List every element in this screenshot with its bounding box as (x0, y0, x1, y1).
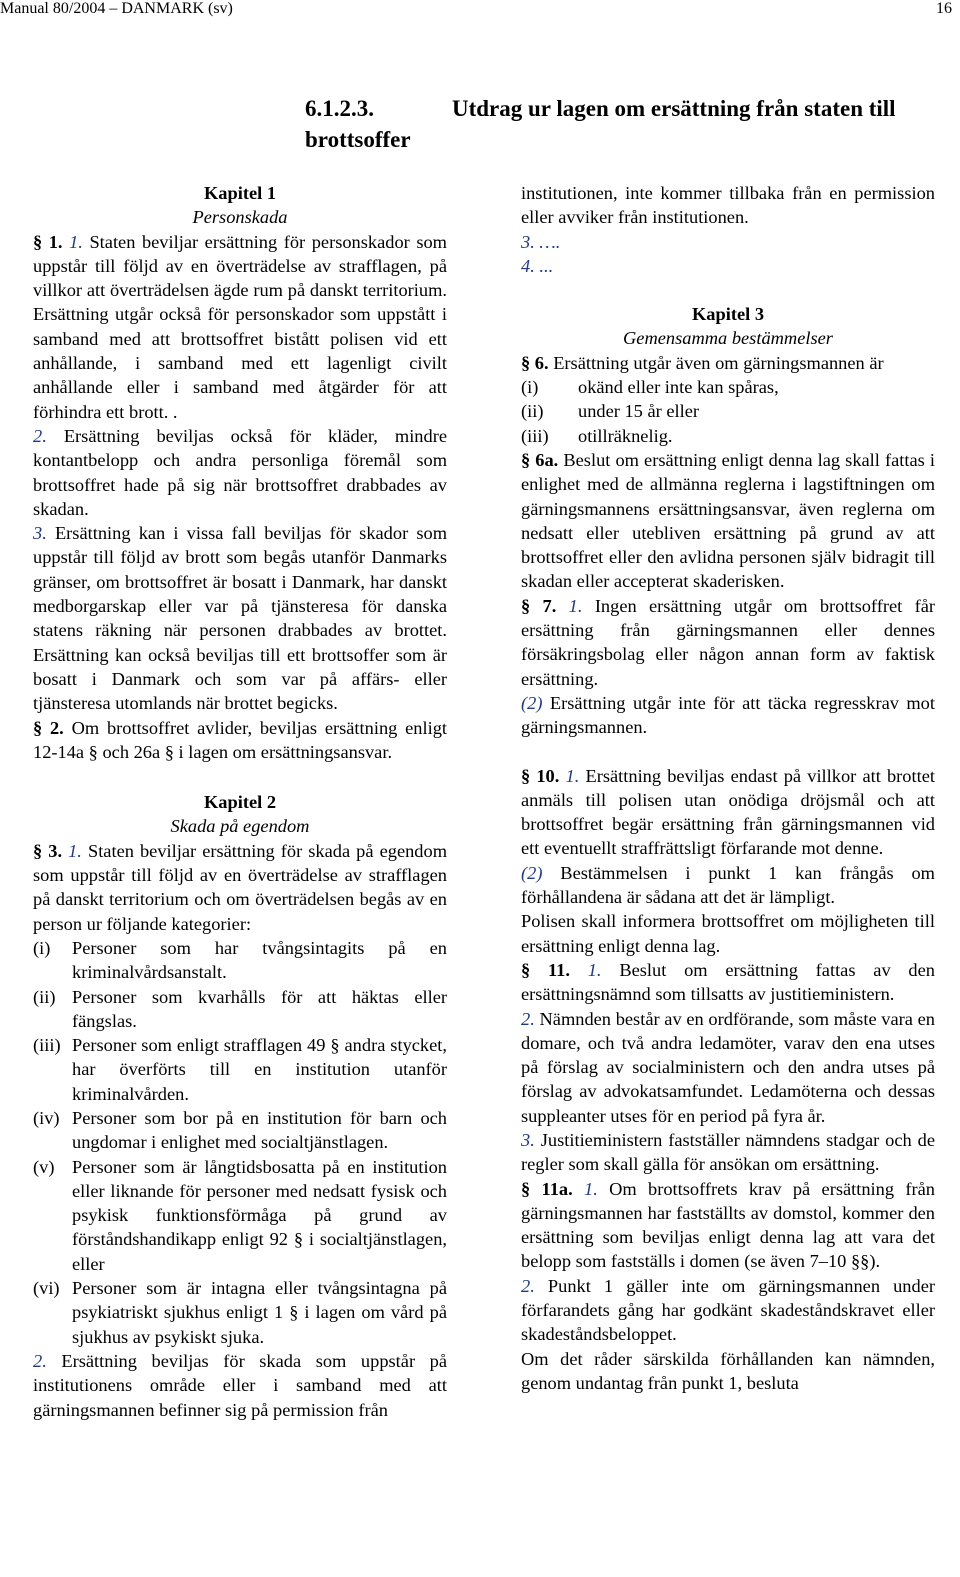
section-mark: § 10. (521, 765, 560, 786)
paragraph-text: Nämnden består av en ordförande, som måste vara en domare, och två andra ledamöter, varav den ena utses på förslag av socialministern och den andra utses på förslag av advokatsamfundet. Ledamöterna och dessas suppleanter utses för en period på fyra år. (521, 1008, 935, 1126)
paragraph-number: 1. (568, 595, 583, 616)
list-item (33, 985, 447, 1034)
paragraph-11a-3: Om det råder särskilda förhållanden kan nämnden, genom undantag från punkt 1, besluta (521, 1348, 935, 1393)
paragraph-text: Ersättning beviljas endast på villkor att brottet anmäls till polisen utan onödiga dröjsmål och att brottsoffret begär ersättning från gärningsmannen vid ett eventuellt straffrättsligt förfarande mot denne. (521, 765, 935, 859)
paragraph-3-3: 3. …. (521, 231, 561, 252)
chapter-2-title: Kapitel 2 (203, 792, 277, 813)
paragraph-11-2 (521, 1007, 935, 1128)
list-item (33, 1033, 447, 1106)
list-item-label: (vi) (33, 1278, 60, 1299)
chapter-3-title: Kapitel 3 (691, 304, 765, 325)
list-item (33, 1276, 447, 1349)
paragraph-3-2 (33, 1349, 447, 1422)
paragraph-3-1 (33, 839, 447, 936)
paragraph-number: 3. (521, 1129, 535, 1150)
right-column (521, 181, 935, 1395)
paragraph-text: Om brottsoffrets krav på ersättning från gärningsmannen har fastställts av domstol, kommer den ersättning som beviljas enligt denna lag att vara det belopp som fastställs i domen (se även 7–10 §§). (521, 1178, 935, 1272)
section-mark: § 7. (521, 595, 557, 616)
paragraph-text: Punkt 1 gäller inte om gärningsmannen under förfarandets gång har godkänt skadeståndskravet eller skadeståndsbeloppet. (521, 1275, 935, 1345)
list-item-label: (i) (521, 377, 539, 398)
list-item (33, 1155, 447, 1276)
paragraph-11a-1 (521, 1177, 935, 1274)
page-header (0, 0, 960, 22)
paragraph-1-1 (33, 230, 447, 424)
chapter-1-title: Kapitel 1 (203, 183, 277, 203)
paragraph-11-3 (521, 1128, 935, 1177)
list-item (521, 399, 935, 423)
list-item-label: (iii) (33, 1035, 61, 1056)
paragraph-1-3 (33, 521, 447, 715)
paragraph-number: 1. (565, 765, 580, 786)
section-mark: § 11a. (521, 1178, 573, 1199)
paragraph-10-2 (521, 861, 935, 910)
paragraph-number: 2. (33, 425, 47, 446)
list-item-text: Personer som är intagna eller tvångsintagna på psykiatriskt sjukhus enligt 1 § i lagen om vård på sjukhus av psykiskt sjuka. (72, 1278, 447, 1347)
section-mark: § 6a. (521, 449, 559, 470)
paragraph-text: Justitieministern fastställer nämndens stadgar och de regler som skall gälla för ansökan om ersättning. (521, 1129, 936, 1175)
list-item (521, 424, 935, 448)
section-mark: § 6. (521, 352, 549, 373)
list-item (33, 1106, 447, 1155)
paragraph-text: Ersättning utgår inte för att täcka regresskrav mot gärningsmannen. (521, 692, 935, 738)
section-title: Utdrag ur lagen om ersättning från staten till (452, 96, 896, 121)
list-item-label: (ii) (521, 401, 544, 422)
chapter-1-subtitle: Personskada (192, 207, 288, 228)
paragraph-text: Ersättning kan i vissa fall beviljas för skador som uppstår till följd av brott som begås utanför Danmarks gränser, om brottsoffret är bosatt i Danmark, har danskt medborgarskap eller var på tjänsteresa för danska statens räkning när personen drabbades av brottet. Ersättning kan också beviljas till ett brottsoffer som är bosatt i Danmark och som var på affärs- eller tjänsteresa utomlands när brottet begicks. (33, 523, 447, 714)
paragraph-2 (33, 716, 447, 765)
list-item-text: Personer som kvarhålls för att häktas eller fängslas. (72, 986, 447, 1031)
section-mark: § 2. (33, 717, 64, 738)
list-item-text: okänd eller inte kan spåras, (578, 377, 779, 398)
list-item (521, 375, 935, 399)
paragraph-7-2 (521, 691, 935, 740)
paragraph-3-4: 4. ... (521, 255, 554, 276)
list-item-text: Personer som är långtidsbosatta på en institution eller liknande för personer med nedsatt fysisk och psykisk funktionsförmåga på grund av förståndshandikapp enligt 92 § i socialtjänstlagen, eller (72, 1156, 447, 1274)
section-number: 6.1.2.3. (305, 96, 374, 121)
paragraph-1-2 (33, 424, 447, 521)
section-title-continued: brottsoffer (305, 127, 411, 152)
paragraph-10-3: Polisen skall informera brottsoffret om möjligheten till ersättning enligt denna lag. (521, 911, 935, 956)
page-number: 16 (936, 0, 952, 17)
list-item-text: Personer som bor på en institution för barn och ungdomar i enlighet med socialtjänstlagen. (72, 1107, 447, 1153)
paragraph-text: Staten beviljar ersättning för personskador som uppstår till följd av en överträdelse av strafflagen, på villkor att överträdelsen ägde rum på danskt territorium. Ersättning utgår också för personskador som uppstått i samband med att brottsoffret bistått polisen vid ett anhållande, i samband med ett lagenligt civilt anhållande eller i samband med åtgärder för att förhindra ett brott. . (33, 231, 447, 422)
paragraph-11a-2 (521, 1274, 935, 1347)
section-mark: § 1. (33, 231, 63, 252)
paragraph-text: Beslut om ersättning fattas av den ersättningsnämnd som tillsatts av justitieministern. (521, 959, 935, 1005)
paragraph-number: 2. (521, 1275, 535, 1296)
paragraph-6a (521, 448, 935, 594)
paragraph-text: Ersättning beviljas för skada som uppstår på institutionens område eller i samband med att gärningsmannen befinner sig på permission från (33, 1350, 447, 1420)
list-item-label: (ii) (33, 986, 56, 1007)
section-mark: § 3. (33, 840, 63, 861)
list-item-text: Personer som har tvångsintagits på en kriminalvårdsanstalt. (72, 937, 447, 983)
paragraph-6 (521, 351, 935, 375)
chapter-2-subtitle: Skada på egendom (170, 816, 310, 837)
list-item-text: otillräknelig. (578, 425, 673, 446)
paragraph-number: 1. (587, 959, 602, 980)
paragraph-text: Ersättning beviljas också för kläder, mindre kontantbelopp och andra personliga föremål som brottsoffret hade på sig när brottsoffret drabbades av skadan. (33, 425, 447, 519)
list-item-text: Personer som enligt strafflagen 49 § andra stycket, har överförts till en institution utanför kriminalvården. (72, 1035, 447, 1104)
paragraph-text: Bestämmelsen i punkt 1 kan frångås om förhållandena är sådana att det är lämpligt. (521, 862, 935, 908)
paragraph-number: 1. (68, 840, 82, 861)
list-item-text: under 15 år eller (578, 401, 700, 422)
header-manual-title: Manual 80/2004 – DANMARK (sv) (0, 0, 233, 17)
list-item-label: (iv) (33, 1107, 60, 1128)
paragraph-number: 1. (584, 1178, 598, 1199)
paragraph-11-1 (521, 958, 935, 1007)
list-item-label: (iii) (521, 425, 549, 446)
paragraph-number: 3. (33, 523, 47, 544)
list-item-label: (v) (33, 1156, 55, 1177)
paragraph-continued: institutionen, inte kommer tillbaka från en permission eller avviker från institutionen. (521, 183, 935, 228)
paragraph-number: (2) (521, 692, 543, 713)
section-mark: § 11. (521, 959, 570, 980)
paragraph-number: 2. (521, 1008, 535, 1029)
paragraph-7-1 (521, 594, 935, 691)
list-item-label: (i) (33, 937, 51, 958)
paragraph-number: 1. (69, 231, 83, 252)
paragraph-text: Beslut om ersättning enligt denna lag skall fattas i enlighet med de allmänna reglerna i lagstiftningen om gärningsmannens ersättningsansvar, även reglerna om nedsatt eller utebliven ersättning på grund av att brottsoffret eller den avlidna personen själv bidragit till skadan eller accepterat skaderisken. (521, 449, 936, 592)
paragraph-number: 2. (33, 1350, 47, 1371)
left-column (33, 181, 447, 1422)
paragraph-text: Ersättning utgår även om gärningsmannen är (553, 352, 884, 373)
list-item (33, 936, 447, 985)
paragraph-number: (2) (521, 862, 543, 883)
chapter-3-subtitle: Gemensamma bestämmelser (623, 328, 833, 349)
paragraph-text: Ingen ersättning utgår om brottsoffret får ersättning från gärningsmannen eller dennes försäkringsbolag eller någon annan form av faktisk ersättning. (521, 595, 935, 689)
paragraph-text: Staten beviljar ersättning för skada på egendom som uppstår till följd av en överträdelse av strafflagen på danskt territorium och om överträdelsen begås av en person ur följande kategorier: (33, 840, 447, 934)
paragraph-10-1 (521, 764, 935, 861)
paragraph-text: Om brottsoffret avlider, beviljas ersättning enligt 12-14a § och 26a § i lagen om ersättningsansvar. (33, 717, 448, 762)
